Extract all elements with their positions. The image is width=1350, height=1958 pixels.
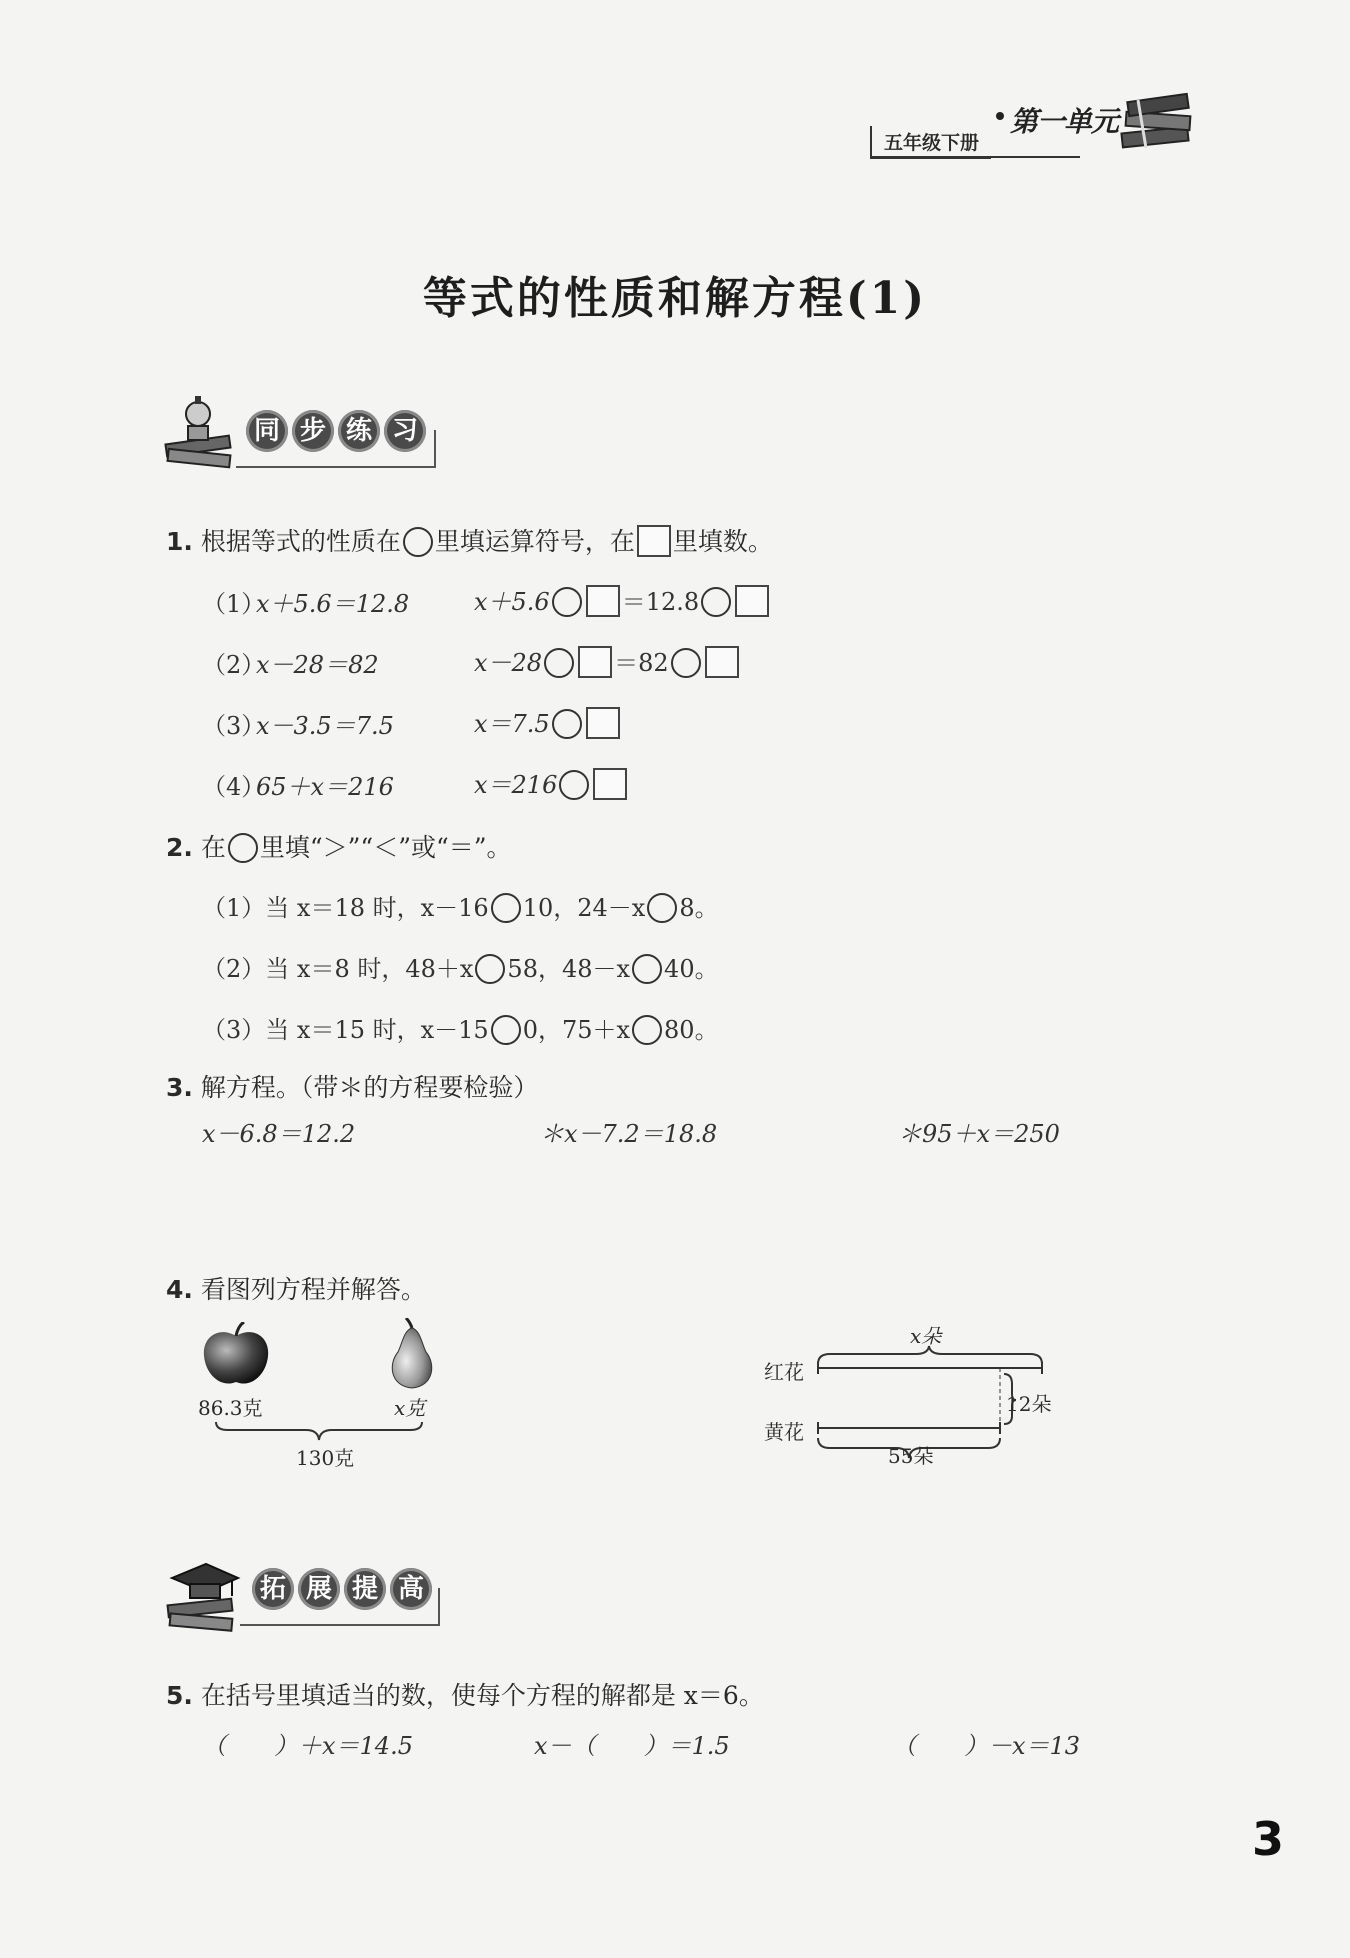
banner-edge <box>438 1588 440 1626</box>
q1-item-label: （1） <box>202 590 266 618</box>
answer-box[interactable] <box>735 585 769 617</box>
q1-item-equation: 65＋x＝216 <box>256 773 394 801</box>
compare-circle[interactable] <box>647 893 677 923</box>
compare-circle[interactable] <box>632 954 662 984</box>
unit-title: 第一单元 <box>1010 105 1119 138</box>
q5-equation[interactable]: （ ）－x＝13 <box>892 1732 1081 1760</box>
answer-circle[interactable] <box>701 587 731 617</box>
page-title: 等式的性质和解方程(1) <box>422 273 928 324</box>
q2-item: （3）当 x＝15 时，x－15 0，75＋x 80。 <box>202 1016 719 1044</box>
question-4-prompt: 4. 看图列方程并解答。 <box>166 1275 426 1304</box>
q1-item-label: （3） <box>202 712 266 740</box>
books-stack-icon <box>1118 86 1198 158</box>
banner-underline <box>240 1624 440 1626</box>
q3-equation: ＊x－7.2＝18.8 <box>540 1120 718 1148</box>
answer-circle[interactable] <box>544 648 574 678</box>
difference-label: 12朵 <box>1006 1392 1052 1416</box>
q1-item-answer: x＝216 <box>474 765 629 800</box>
pear-weight: x克 <box>394 1396 426 1420</box>
compare-circle[interactable] <box>475 954 505 984</box>
banner-char: 拓 <box>252 1568 294 1610</box>
q1-item-equation: x－3.5＝7.5 <box>256 712 394 740</box>
compare-circle[interactable] <box>632 1015 662 1045</box>
q1-item-answer: x－28 ＝82 <box>474 643 741 678</box>
page-number: 3 <box>1252 1812 1285 1866</box>
apple-weight: 86.3克 <box>198 1396 263 1420</box>
q2-item: （2）当 x＝8 时，48＋x 58，48－x 40。 <box>202 955 719 983</box>
graduation-cap-books-icon <box>162 1556 242 1636</box>
question-3-prompt: 3. 解方程。（带＊的方程要检验） <box>166 1073 539 1102</box>
answer-box[interactable] <box>593 768 627 800</box>
operator-circle <box>403 527 433 557</box>
answer-box[interactable] <box>586 707 620 739</box>
header-underline <box>870 156 1080 158</box>
header-dot <box>996 112 1004 120</box>
banner-char: 提 <box>344 1568 386 1610</box>
banner-char: 同 <box>246 410 288 452</box>
answer-circle[interactable] <box>671 648 701 678</box>
q1-item-answer: x＋5.6 ＝12.8 <box>474 582 771 617</box>
answer-circle[interactable] <box>552 587 582 617</box>
answer-circle[interactable] <box>559 770 589 800</box>
answer-box[interactable] <box>578 646 612 678</box>
q3-equation: x－6.8＝12.2 <box>202 1120 356 1148</box>
q1-item-equation: x－28＝82 <box>256 651 379 679</box>
question-1-prompt: 1. 根据等式的性质在 里填运算符号，在 里填数。 <box>166 527 773 556</box>
total-brace <box>214 1420 424 1444</box>
q1-item-label: （2） <box>202 651 266 679</box>
q2-item: （1）当 x＝18 时，x－16 10，24－x 8。 <box>202 894 719 922</box>
red-total-label: x朵 <box>910 1324 942 1348</box>
compare-circle[interactable] <box>491 1015 521 1045</box>
pear-icon <box>384 1318 440 1390</box>
q1-item-answer: x＝7.5 <box>474 704 622 739</box>
q5-equation[interactable]: （ ）＋x＝14.5 <box>202 1732 413 1760</box>
question-2-prompt: 2. 在 里填“＞”“＜”或“＝”。 <box>166 833 512 862</box>
banner-char: 习 <box>384 410 426 452</box>
answer-box[interactable] <box>705 646 739 678</box>
question-5-prompt: 5. 在括号里填适当的数，使每个方程的解都是 x＝6。 <box>166 1681 764 1710</box>
yellow-flower-label: 黄花 <box>764 1420 804 1444</box>
banner-char: 步 <box>292 410 334 452</box>
yellow-total-label: 55朵 <box>888 1444 934 1468</box>
q5-equation[interactable]: x－（ ）＝1.5 <box>534 1732 730 1760</box>
banner-char: 展 <box>298 1568 340 1610</box>
banner-edge <box>434 430 436 468</box>
q1-item-equation: x＋5.6＝12.8 <box>256 590 410 618</box>
banner-char: 练 <box>338 410 380 452</box>
apple-icon <box>200 1322 272 1388</box>
symbol-circle <box>228 833 258 863</box>
red-flower-label: 红花 <box>764 1360 804 1384</box>
banner-underline <box>236 466 436 468</box>
total-weight: 130克 <box>296 1446 355 1470</box>
compare-circle[interactable] <box>491 893 521 923</box>
q3-equation: ＊95＋x＝250 <box>898 1120 1060 1148</box>
lamp-books-icon <box>162 392 238 472</box>
banner-char: 高 <box>390 1568 432 1610</box>
q1-item-label: （4） <box>202 773 266 801</box>
number-box <box>637 525 671 557</box>
grade-label: 五年级下册 <box>870 126 991 159</box>
answer-box[interactable] <box>586 585 620 617</box>
answer-circle[interactable] <box>552 709 582 739</box>
